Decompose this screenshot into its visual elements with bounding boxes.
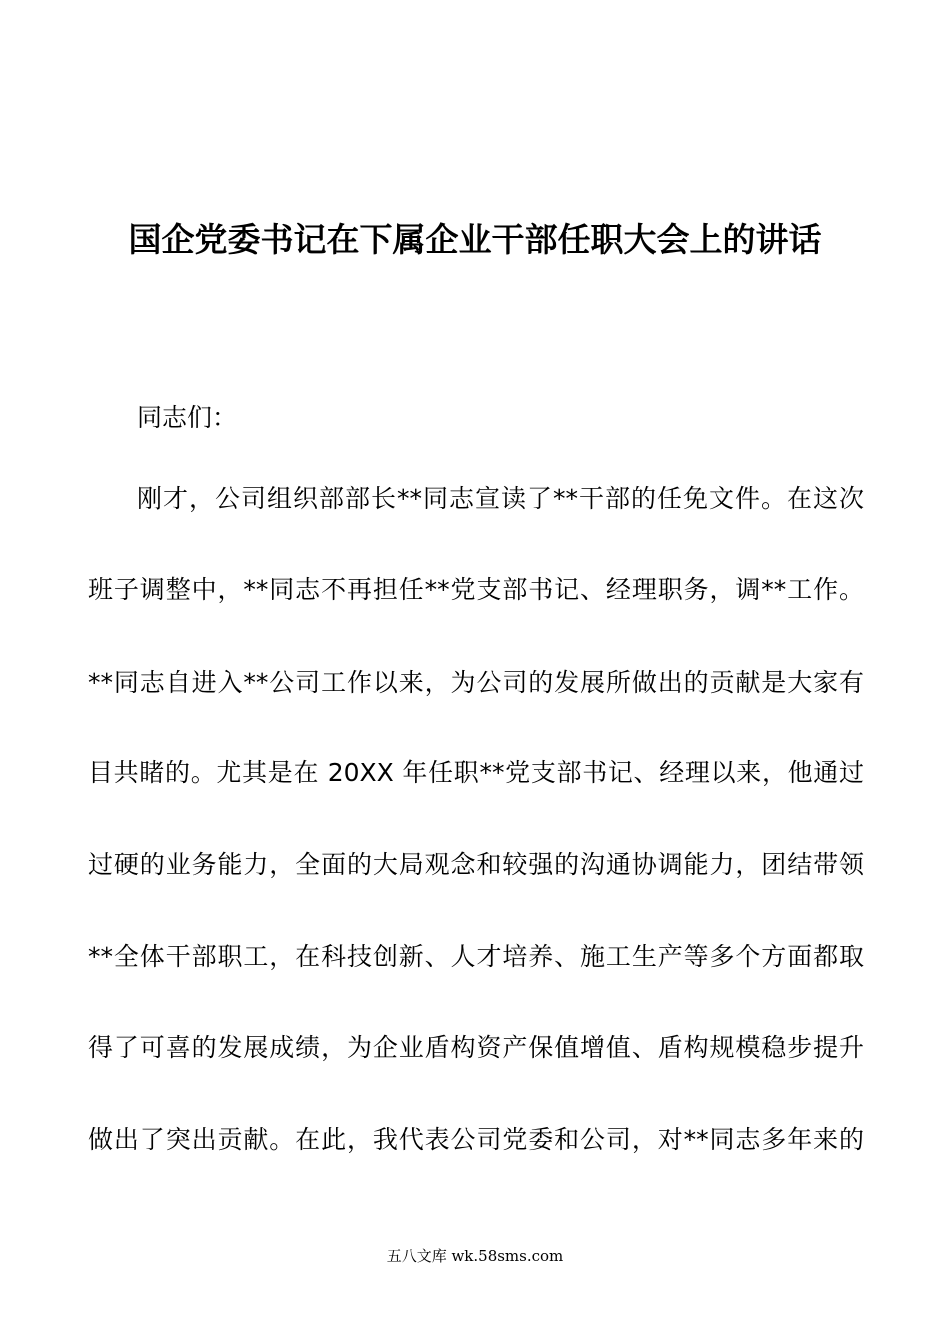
body-line: 过硬的业务能力，全面的大局观念和较强的沟通协调能力，团结带领 [88, 850, 864, 879]
body-line: 班子调整中，**同志不再担任**党支部书记、经理职务，调**工作。 [88, 575, 864, 604]
footer-watermark: 五八文库 wk.58sms.com [386, 1247, 564, 1265]
body-line: 目共睹的。尤其是在 20XX 年任职**党支部书记、经理以来，他通过 [88, 758, 864, 787]
document-title: 国企党委书记在下属企业干部任职大会上的讲话 [128, 220, 822, 259]
body-line: 得了可喜的发展成绩，为企业盾构资产保值增值、盾构规模稳步提升 [88, 1033, 864, 1062]
body-line: **全体干部职工，在科技创新、人才培养、施工生产等多个方面都取 [88, 942, 864, 971]
body-line: 刚才，公司组织部部长**同志宣读了**干部的任免文件。在这次 [137, 484, 864, 513]
body-line: 做出了突出贡献。在此，我代表公司党委和公司，对**同志多年来的 [88, 1125, 864, 1154]
body-line: **同志自进入**公司工作以来，为公司的发展所做出的贡献是大家有 [88, 668, 864, 697]
salutation: 同志们： [137, 403, 238, 432]
